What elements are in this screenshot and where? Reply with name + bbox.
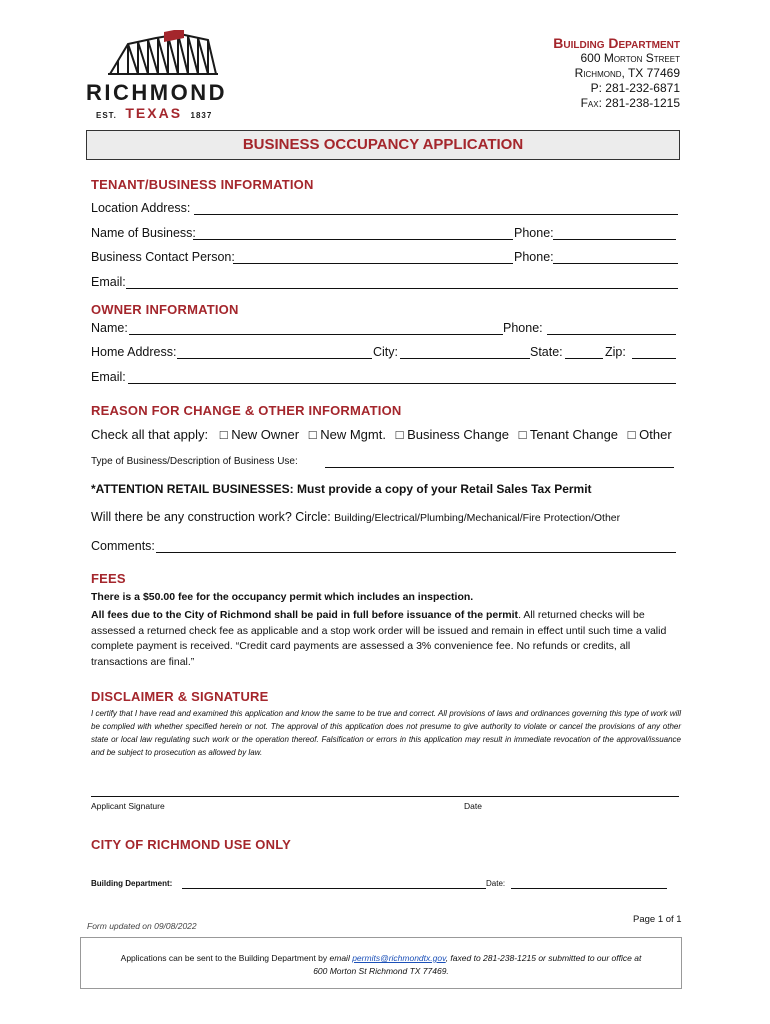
retail-attention: *ATTENTION RETAIL BUSINESSES: Must provide a copy of your Retail Sales Tax Permit: [91, 482, 592, 496]
comments-input[interactable]: [156, 552, 676, 553]
bridge-icon: [108, 30, 218, 78]
footer-note-line1: [81, 952, 681, 965]
footer-email-link[interactable]: permits@richmondtx.gov: [352, 953, 446, 963]
owner-phone-label: Phone:: [503, 321, 543, 335]
form-title-box: [86, 130, 680, 160]
location-input[interactable]: [194, 214, 678, 215]
option-new-owner[interactable]: [220, 427, 299, 442]
owner-email-label: Email:: [91, 370, 126, 384]
city-date-input[interactable]: [511, 888, 667, 889]
contact-phone: P: 281-232-6871: [590, 81, 680, 95]
dept-label: Building Department:: [91, 879, 173, 888]
contact-person-label: Business Contact Person:: [91, 250, 235, 264]
option-label: Business Change: [407, 427, 509, 442]
fees-rest: . All returned checks will be assessed a returned check fee as applicable and a stop work order will be issued and remain in effect until such time a valid complete payment is received. “Credit card payments are assessed a 3% convenience fee. No refunds or credits, all transactions are final.”: [91, 609, 667, 668]
logo-state: TEXAS: [125, 105, 183, 121]
zip-input[interactable]: [632, 358, 676, 359]
option-business-change[interactable]: [396, 427, 509, 442]
city-input[interactable]: [400, 358, 530, 359]
form-title: BUSINESS OCCUPANCY APPLICATION: [242, 136, 524, 153]
signature-line[interactable]: [91, 796, 679, 797]
business-type-input[interactable]: [325, 467, 674, 468]
disclaimer-heading: DISCLAIMER & SIGNATURE: [91, 689, 269, 704]
option-label: Tenant Change: [529, 427, 619, 442]
location-label: Location Address:: [91, 201, 191, 215]
option-tenant-change[interactable]: [519, 427, 618, 442]
fees-bold: All fees due to the City of Richmond shall be paid in full before issuance of the permit: [91, 609, 519, 621]
option-label: New Owner: [231, 427, 300, 442]
business-phone-input[interactable]: [553, 239, 676, 240]
business-phone-label: Phone:: [514, 226, 554, 240]
checkbox-icon: □: [308, 427, 317, 442]
state-label: State:: [530, 345, 563, 359]
contact-block: [553, 36, 680, 111]
city-date-label: Date:: [486, 879, 506, 888]
owner-name-input[interactable]: [129, 334, 503, 335]
tenant-email-label: Email:: [91, 275, 126, 289]
option-label: Other: [639, 427, 672, 442]
state-input[interactable]: [565, 358, 603, 359]
construction-question: Will there be any construction work? Circle:: [91, 510, 331, 524]
home-address-label: Home Address:: [91, 345, 177, 359]
tenant-email-input[interactable]: [126, 288, 678, 289]
footer-note-pre: Applications can be sent to the Building Department by: [120, 953, 330, 963]
zip-label: Zip:: [605, 345, 626, 359]
logo-year: 1837: [190, 111, 213, 120]
fees-line1: There is a $50.00 fee for the occupancy permit which includes an inspection.: [91, 591, 474, 603]
business-name-input[interactable]: [193, 239, 513, 240]
checkbox-icon: □: [395, 427, 404, 442]
reason-heading: REASON FOR CHANGE & OTHER INFORMATION: [91, 403, 402, 418]
city-use-heading: CITY OF RICHMOND USE ONLY: [91, 837, 292, 852]
form-updated: Form updated on 09/08/2022: [87, 921, 197, 931]
option-other[interactable]: [628, 427, 672, 442]
construction-row: [91, 510, 620, 524]
disclaimer-text: I certify that I have read and examined this application and know the same to be true and correct. All provisions of laws and ordinances governing this type of work will be complied with whether specified herein or not. The approval of this application does not presume to give authority to violate or cancel the provisions of any other state or local law regulating such work or the operation thereof. Falsification or errors in this application may result in immediate revocation of the approval/issuance and be subject to prosecution as allowed by law.: [91, 709, 681, 757]
contact-city: Richmond, TX 77469: [574, 66, 680, 80]
owner-name-label: Name:: [91, 321, 128, 335]
city-label: City:: [373, 345, 398, 359]
checkbox-icon: □: [219, 427, 228, 442]
checkbox-icon: □: [627, 427, 636, 442]
contact-street: 600 Morton Street: [580, 51, 680, 65]
logo-city-name: RICHMOND: [86, 80, 227, 105]
logo-est: EST.: [96, 111, 117, 120]
footer-note-mid: , faxed to 281-238-1215 or submitted to our office at: [445, 953, 642, 963]
date-label: Date: [464, 801, 482, 811]
option-label: New Mgmt.: [320, 427, 386, 442]
check-label: Check all that apply:: [91, 427, 209, 442]
owner-heading: OWNER INFORMATION: [91, 302, 239, 317]
department-name: Building Department: [553, 35, 680, 51]
contact-person-input[interactable]: [233, 263, 513, 264]
logo-tagline: [96, 105, 212, 123]
dept-input[interactable]: [182, 888, 486, 889]
option-new-mgmt[interactable]: [309, 427, 386, 442]
check-row: [91, 427, 672, 442]
signature-label: Applicant Signature: [91, 801, 165, 811]
footer-address: 600 Morton St Richmond TX 77469.: [313, 966, 449, 976]
comments-label: Comments:: [91, 539, 155, 553]
checkbox-icon: □: [518, 427, 527, 442]
contact-fax: Fax: 281-238-1215: [580, 96, 680, 110]
home-address-input[interactable]: [177, 358, 372, 359]
construction-options[interactable]: Building/Electrical/Plumbing/Mechanical/Fire Protection/Other: [334, 512, 621, 524]
business-name-label: Name of Business:: [91, 226, 196, 240]
business-type-label: Type of Business/Description of Business Use:: [91, 456, 298, 467]
fees-paragraph: [91, 608, 681, 670]
tenant-heading: TENANT/BUSINESS INFORMATION: [91, 177, 314, 192]
city-logo: [86, 30, 236, 120]
footer-email-prefix: email: [329, 953, 353, 963]
contact-phone-label: Phone:: [514, 250, 554, 264]
fees-heading: FEES: [91, 571, 126, 586]
page-number: Page 1 of 1: [633, 914, 682, 925]
footer-note-box: [80, 937, 682, 989]
contact-phone-input[interactable]: [553, 263, 678, 264]
owner-phone-input[interactable]: [547, 334, 676, 335]
owner-email-input[interactable]: [128, 383, 676, 384]
